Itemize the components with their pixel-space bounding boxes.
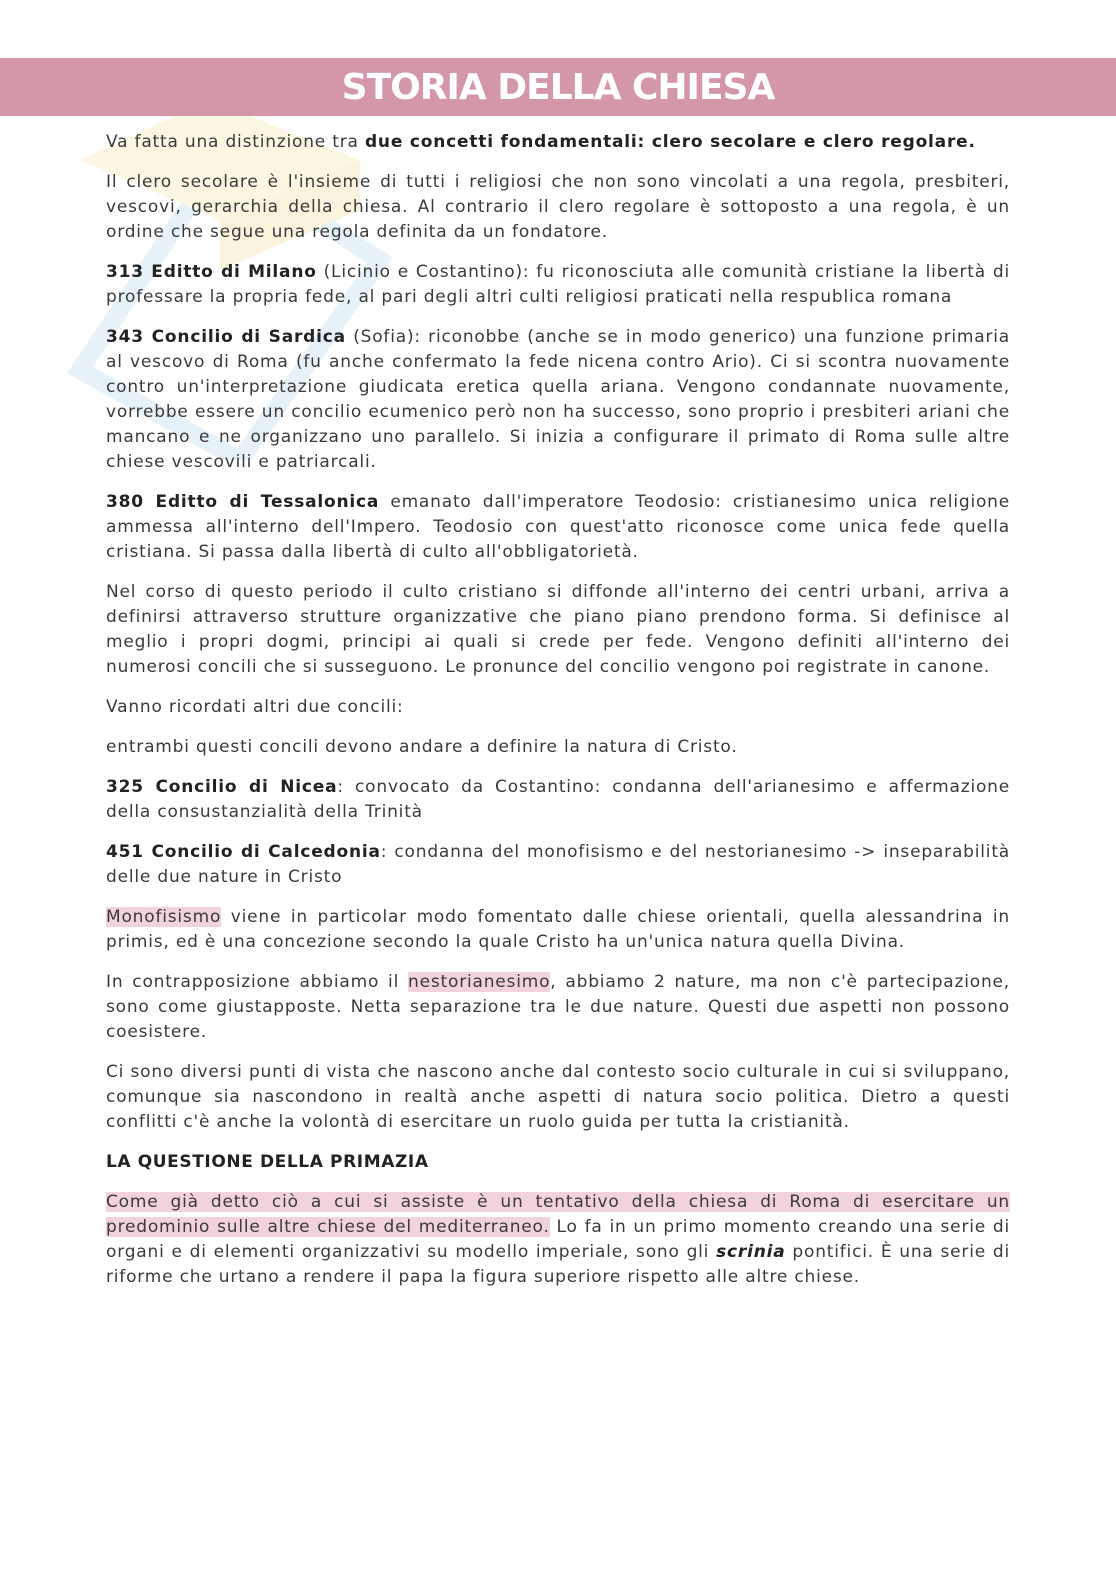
paragraph-concilio-calcedonia [106, 840, 1010, 890]
paragraph-intro [106, 130, 1010, 155]
text: (Sofia): riconobbe (anche se in modo generico) una funzione primaria al vescovo di Roma (fu anche confermato la fede nicena contro Ario). Ci si scontra nuovamente contro un'interpretazione giudicata eretica quella ariana. Vengono condannate nuovamente, vorrebbe essere un concilio ecumenico però non ha successo, sono proprio i presbiteri ariani che mancano e ne organizzano uno parallelo. Si inizia a configurare il primato di Roma sulle altre chiese vescovili e patriarcali. [106, 327, 1011, 472]
section-heading: LA QUESTIONE DELLA PRIMAZIA [106, 1152, 429, 1172]
paragraph-punti-di-vista: Ci sono diversi punti di vista che nascono anche dal contesto socio culturale in cui si sviluppano, comunque sia nascondono in realtà anche aspetti di natura socio politica. Dietro a questi conflitti c'è anche la volontà di esercitare un ruolo guida per tutta la cristianità. [106, 1062, 1010, 1132]
highlighted-sentence: Come già detto ciò a cui si assiste è un tentativo della chiesa di Roma di esercitare un predominio sulle altre chiese del mediterraneo. [106, 1192, 1010, 1237]
text: pontifici. È una serie di riforme che urtano a rendere il papa la figura superiore rispetto alle altre chiese. [106, 1242, 1010, 1287]
paragraph-editto-tessalonica [106, 490, 1010, 565]
document-body [106, 130, 1010, 1305]
page-title: STORIA DELLA CHIESA [341, 66, 775, 108]
text: emanato dall'imperatore Teodosio: cristianesimo unica religione ammessa all'interno dell'Impero. Teodosio con quest'atto riconosce come unica fede quella cristiana. Si passa dalla libertà di culto all'obbligatorietà. [106, 492, 1011, 562]
highlighted-term: nestorianesimo [408, 972, 551, 992]
title-band [0, 58, 1116, 116]
text: : convocato da Costantino: condanna dell'arianesimo e affermazione della consustanzialità della Trinità [106, 777, 1011, 822]
paragraph-clero: Il clero secolare è l'insieme di tutti i religiosi che non sono vincolati a una regola, presbiteri, vescovi, gerarchia della chiesa. Al contrario il clero regolare è sottoposto a una regola, è un ordine che segue una regola definita da un fondatore. [106, 172, 1010, 242]
text: Va fatta una distinzione tra [106, 132, 365, 152]
highlighted-term: Monofisismo [106, 907, 222, 927]
paragraph-concilio-sardica [106, 325, 1010, 475]
event-title: 313 Editto di Milano [106, 262, 317, 282]
text: (Licinio e Costantino): fu riconosciuta alle comunità cristiane la libertà di professare la propria fede, al pari degli altri culti religiosi praticati nella respublica romana [106, 262, 1010, 307]
paragraph-editto-milano [106, 260, 1010, 310]
event-title: 325 Concilio di Nicea [106, 777, 338, 797]
event-title: 380 Editto di Tessalonica [106, 492, 380, 512]
bold-text: due concetti fondamentali: clero secolare e clero regolare. [364, 132, 976, 152]
paragraph-natura-cristo: entrambi questi concili devono andare a definire la natura di Cristo. [106, 737, 738, 757]
text: Lo fa in un primo momento creando una serie di organi e di elementi organizzativi su modello imperiale, sono gli [106, 1217, 1010, 1262]
paragraph-monofisismo [106, 905, 1010, 955]
bold-italic-term: scrinia [716, 1242, 786, 1262]
text: In contrapposizione abbiamo il [106, 972, 409, 992]
event-title: 343 Concilio di Sardica [106, 327, 346, 347]
paragraph-primazia [106, 1190, 1010, 1290]
paragraph-concili-intro: Vanno ricordati altri due concili: [106, 697, 404, 717]
text: , abbiamo 2 nature, ma non c'è partecipazione, sono come giustapposte. Netta separazione tra le due nature. Questi due aspetti non possono coesistere. [106, 972, 1010, 1042]
event-title: 451 Concilio di Calcedonia [106, 842, 381, 862]
paragraph-concilio-nicea [106, 775, 1010, 825]
text: : condanna del monofisismo e del nestorianesimo -> inseparabilità delle due nature in Cristo [106, 842, 1010, 887]
text: viene in particolar modo fomentato dalle chiese orientali, quella alessandrina in primis, ed è una concezione secondo la quale Cristo ha un'unica natura quella Divina. [106, 907, 1010, 952]
paragraph-nestorianesimo [106, 970, 1010, 1045]
paragraph-culto: Nel corso di questo periodo il culto cristiano si diffonde all'interno dei centri urbani, arriva a definirsi attraverso strutture organizzative che piano piano prendono forma. Si definisce al meglio i propri dogmi, principi ai quali si crede per fede. Vengono definiti all'interno dei numerosi concili che si susseguono. Le pronunce del concilio vengono poi registrate in canone. [106, 582, 1010, 677]
